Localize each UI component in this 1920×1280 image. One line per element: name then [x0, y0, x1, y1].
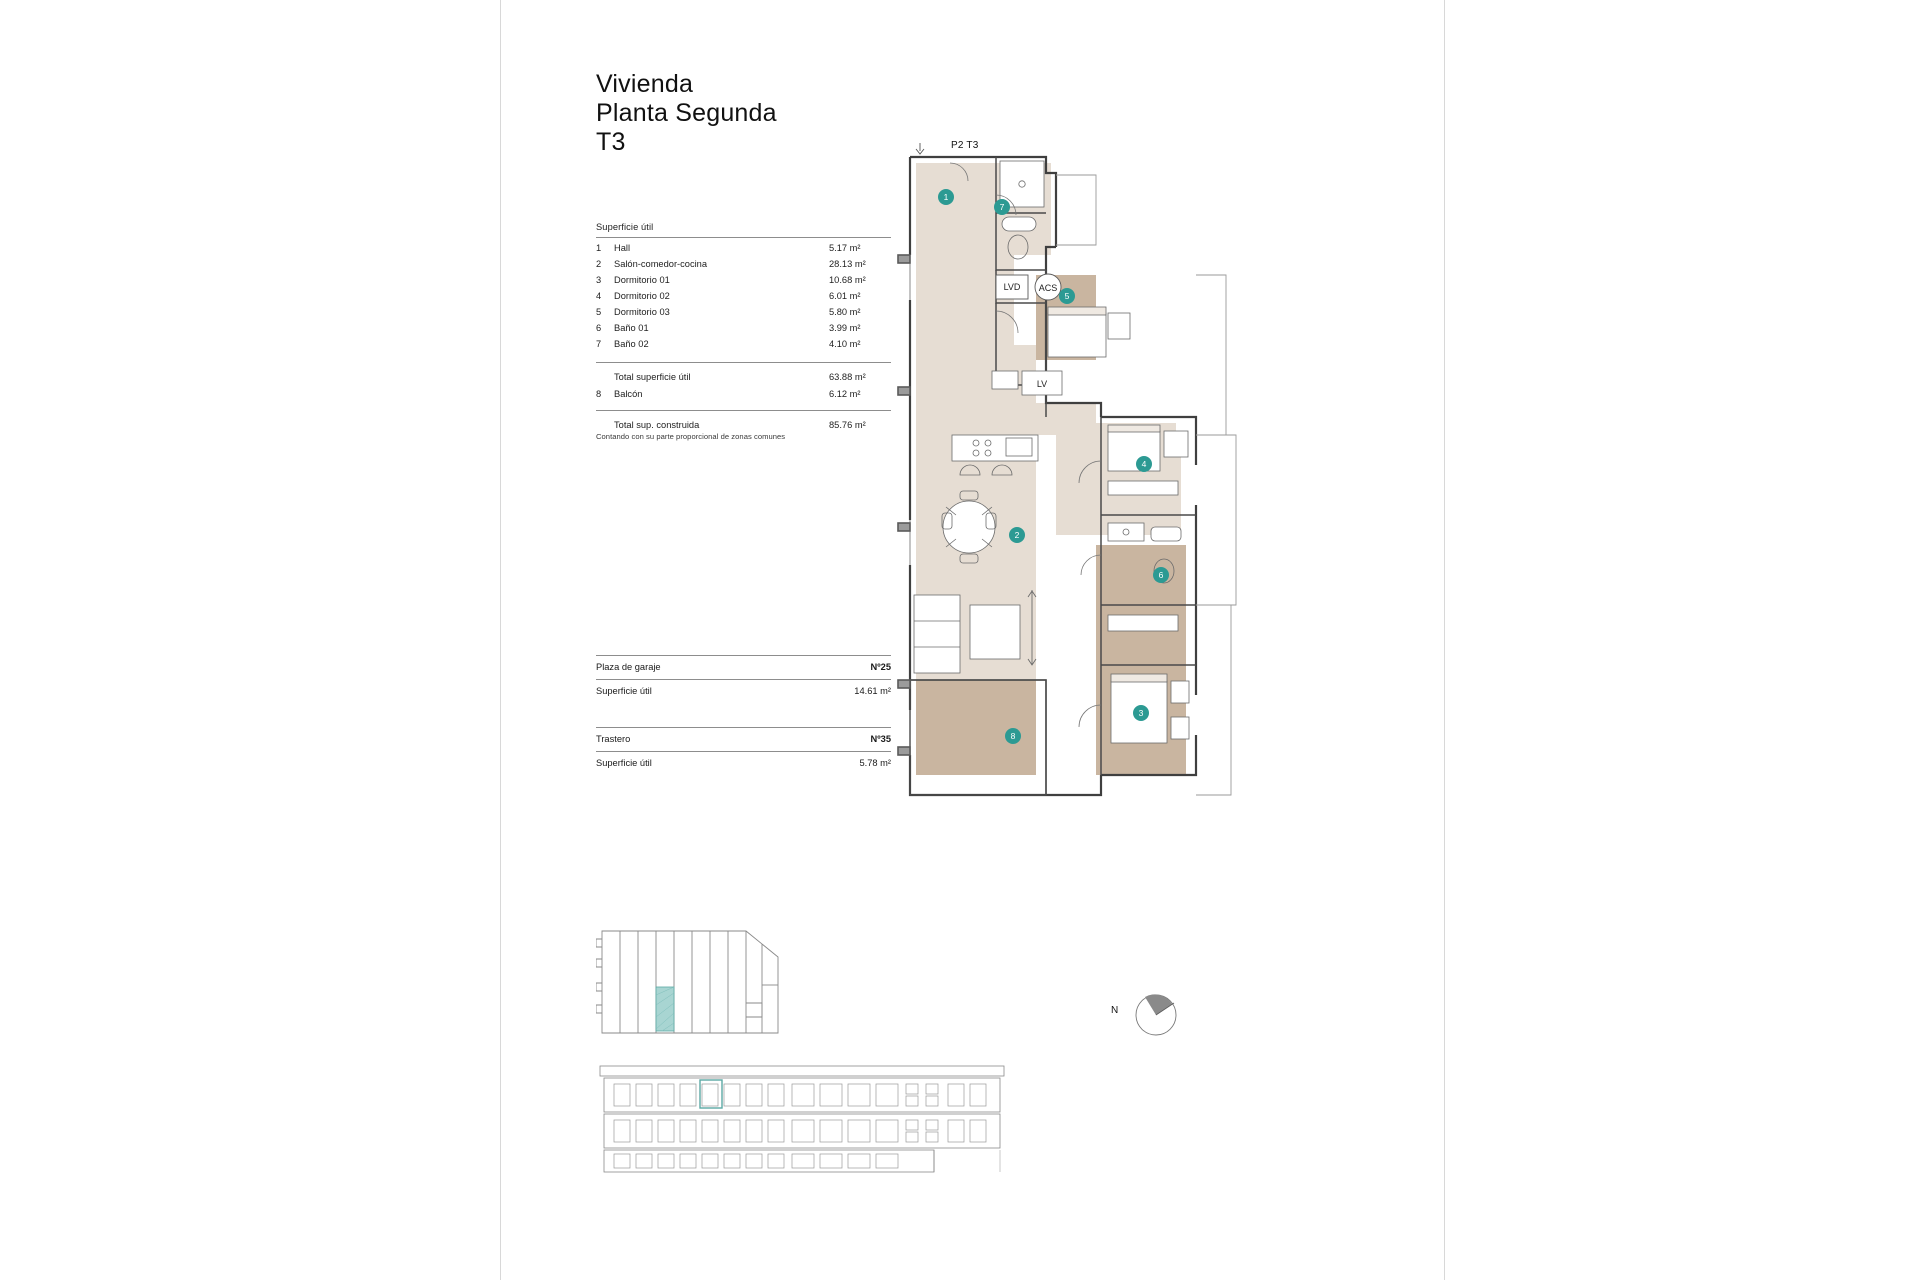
label-lvd: LVD [1003, 282, 1021, 292]
room-area: 5.80 m² [829, 307, 861, 318]
label-lv: LV [1036, 379, 1048, 389]
key-plan-svg [596, 925, 826, 1045]
room-badge-5: 5 [1059, 288, 1075, 304]
garage-title-row [596, 655, 891, 679]
compass-north-label: N [1111, 1005, 1119, 1016]
areas-table [596, 222, 891, 441]
total-built-label: Total sup. construida [614, 420, 700, 430]
room-area: 5.17 m² [829, 243, 861, 254]
room-number: 1 [596, 243, 602, 254]
plan-tag-label: P2 T3 [951, 140, 979, 151]
garage-number: Nº25 [870, 662, 891, 672]
room-badge-7: 7 [994, 199, 1010, 215]
table-row [596, 254, 891, 270]
table-row [596, 318, 891, 334]
title-line-1: Vivienda [596, 70, 694, 98]
room-number: 6 [596, 323, 602, 334]
elevation-diagram [596, 1060, 1016, 1175]
total-useful-value: 63.88 m² [829, 372, 866, 382]
room-area: 10.68 m² [829, 275, 866, 286]
room-name: Hall [614, 243, 631, 254]
room-name: Baño 02 [614, 339, 649, 350]
page-title [596, 70, 777, 157]
garage-label: Plaza de garaje [596, 662, 661, 672]
room-badge-4: 4 [1136, 456, 1152, 472]
room-number: 5 [596, 307, 602, 318]
room-badge-8: 8 [1005, 728, 1021, 744]
room-area: 28.13 m² [829, 259, 866, 270]
room-name: Dormitorio 03 [614, 307, 670, 318]
total-built-value: 85.76 m² [829, 420, 866, 430]
total-useful-area-row [596, 362, 891, 382]
compass [1111, 985, 1201, 1045]
room-badge-6: 6 [1153, 567, 1169, 583]
table-row [596, 286, 891, 302]
room-area: 4.10 m² [829, 339, 861, 350]
garage-surface-row [596, 679, 891, 703]
garage-block [596, 655, 891, 703]
facade-marks [898, 255, 910, 755]
areas-header: Superficie útil [596, 222, 891, 238]
elevation-svg [596, 1060, 1016, 1175]
label-acs: ACS [1038, 283, 1058, 293]
total-built-area-row [596, 410, 891, 430]
total-useful-label: Total superficie útil [614, 372, 691, 382]
room-name: Balcón [614, 389, 643, 400]
storage-surface-row [596, 751, 891, 775]
room-number: 8 [596, 389, 602, 400]
storage-title-row [596, 727, 891, 751]
garage-surface-label: Superficie útil [596, 686, 652, 696]
room-area: 3.99 m² [829, 323, 861, 334]
document-sheet [500, 0, 1445, 1280]
room-area: 6.01 m² [829, 291, 861, 302]
title-line-3: T3 [596, 128, 626, 156]
room-badge-3: 3 [1133, 705, 1149, 721]
room-number: 7 [596, 339, 602, 350]
storage-surface-label: Superficie útil [596, 758, 652, 768]
common-areas-note: Contando con su parte proporcional de zonas comunes [596, 432, 786, 441]
room-name: Salón-comedor-cocina [614, 259, 708, 270]
floor-plan [896, 135, 1416, 1025]
room-number: 4 [596, 291, 602, 302]
room-name: Dormitorio 02 [614, 291, 670, 302]
storage-surface-value: 5.78 m² [859, 758, 891, 768]
room-badge-1: 1 [938, 189, 954, 205]
table-row [596, 238, 891, 254]
room-number: 3 [596, 275, 602, 286]
right-margin [1445, 0, 1920, 1280]
storage-label: Trastero [596, 734, 631, 744]
room-number: 2 [596, 259, 602, 270]
room-name: Dormitorio 01 [614, 275, 670, 286]
key-plan-diagram [596, 925, 826, 1045]
balcony-row [596, 384, 891, 400]
room-name: Baño 01 [614, 323, 649, 334]
room-area: 6.12 m² [829, 389, 861, 400]
left-margin [0, 0, 500, 1280]
storage-block [596, 727, 891, 775]
bedroom-03-furniture [1048, 307, 1130, 357]
table-row [596, 334, 891, 350]
kitchen-counter [952, 435, 1038, 461]
storage-number: Nº35 [870, 734, 891, 744]
room-badge-2: 2 [1009, 527, 1025, 543]
compass-svg [1111, 985, 1201, 1045]
title-line-2: Planta Segunda [596, 99, 777, 127]
table-row [596, 270, 891, 286]
table-row [596, 302, 891, 318]
entrance-arrow [916, 143, 924, 154]
garage-surface-value: 14.61 m² [854, 686, 891, 696]
